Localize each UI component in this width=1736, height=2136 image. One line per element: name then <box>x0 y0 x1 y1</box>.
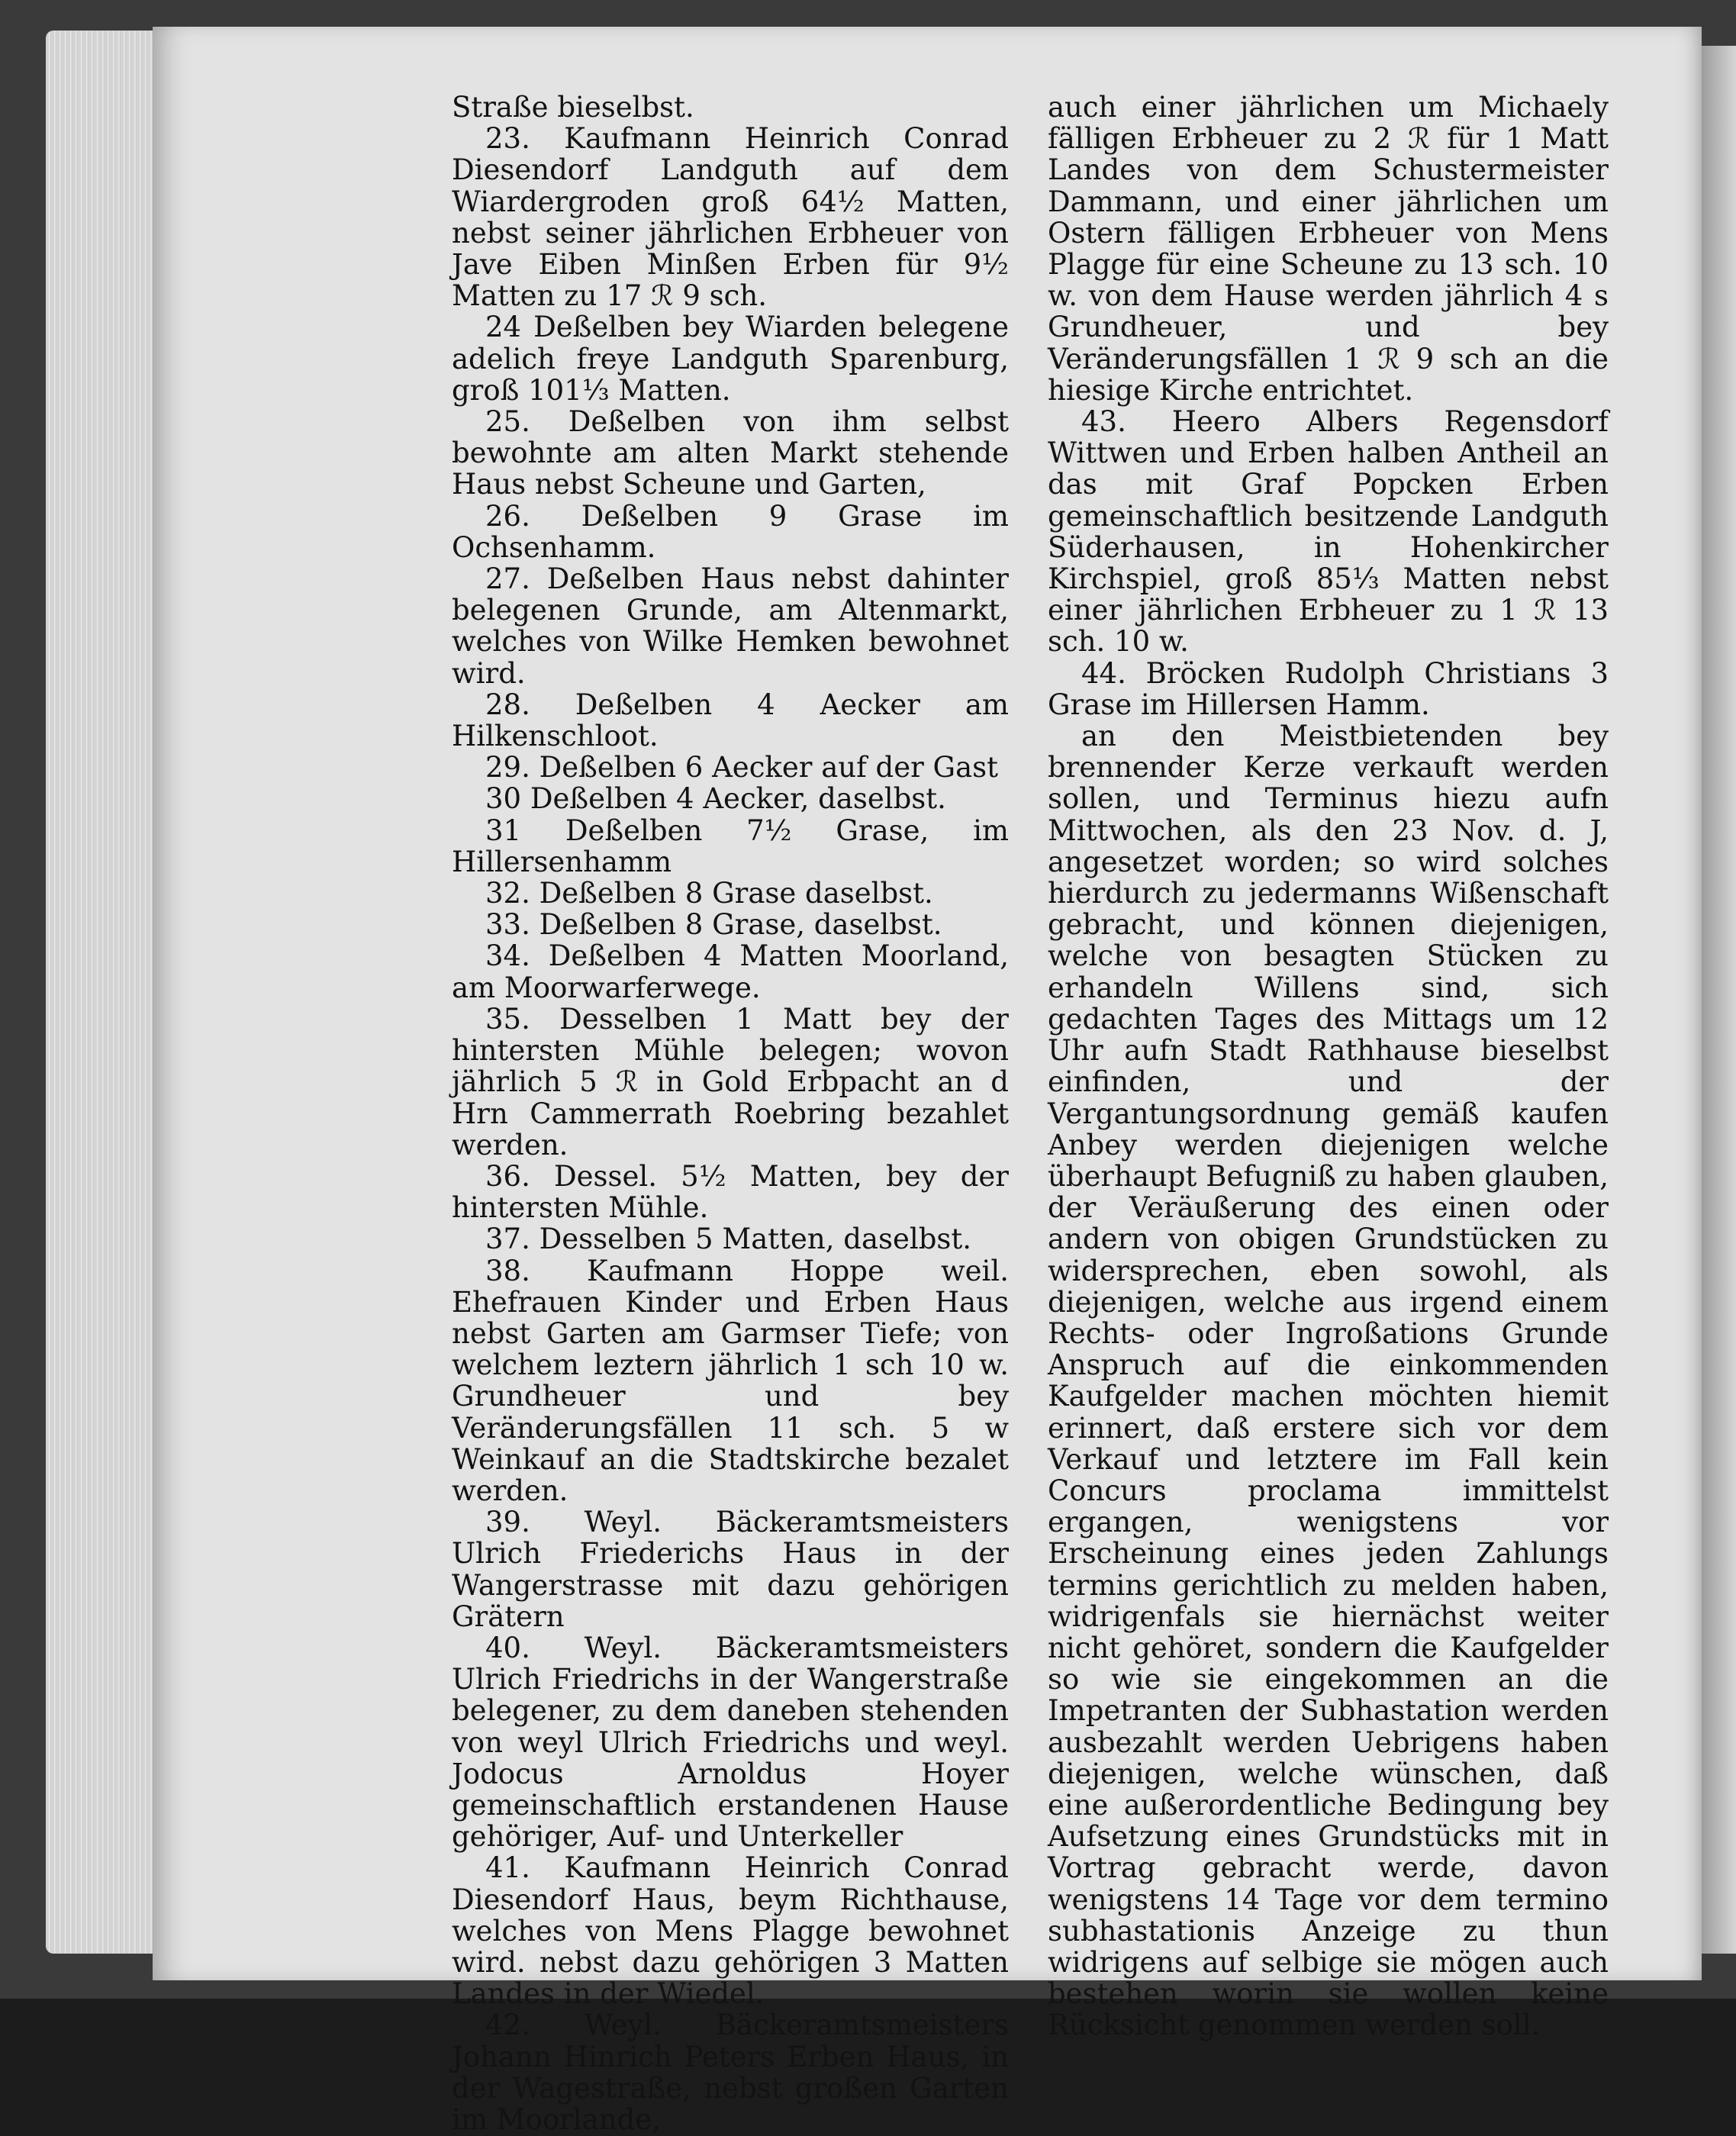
entry-38: 38. Kaufmann Hoppe weil. Ehefrauen Kinder und Erben Haus nebst Garten am Garmser Tiefe; von welchem leztern jährlich 1 sch 10 w. Grundheuer und bey Veränderungsfällen 11 sch. 5 w Weinkauf an die Stadtskirche bezalet werden. <box>452 1254 1009 1507</box>
entry-36: 36. Dessel. 5½ Matten, bey der hintersten Mühle. <box>452 1159 1009 1225</box>
entry-31: 31 Deßelben 7½ Grase, im Hillersenhamm <box>452 813 1009 878</box>
page-edges <box>46 31 160 1954</box>
entry-43: 43. Heero Albers Regensdorf Wittwen und Erben halben Antheil an das mit Graf Popcken Erben gemeinschaftlich besitzende Landguth Süderhausen, in Hohenkircher Kirchspiel, groß 85⅓ Matten nebst einer jährlichen Erbheuer zu 1 ℛ 13 sch. 10 w. <box>1048 405 1609 659</box>
entry-39: 39. Weyl. Bäckeramtsmeisters Ulrich Friederichs Haus in der Wangerstrasse mit dazu gehörigen Grätern <box>452 1506 1009 1633</box>
entry-27: 27. Deßelben Haus nebst dahinter belegenen Grunde, am Altenmarkt, welches von Wilke Hemken bewohnet wird. <box>452 562 1009 690</box>
entry-40: 40. Weyl. Bäckeramtsmeisters Ulrich Friedrichs in der Wangerstraße belegener, zu dem daneben stehenden von weyl Ulrich Friedrichs und weyl. Jodocus Arnoldus Hoyer gemeinschaftlich erstandenen Hause gehöriger, Auf- und Unterkeller <box>452 1631 1009 1854</box>
entry-28: 28. Deßelben 4 Aecker am Hilkenschloot. <box>452 688 1009 753</box>
left-text-column <box>452 92 1009 2135</box>
entry-32: 32. Deßelben 8 Grase daselbst. <box>485 877 933 910</box>
entry-29: 29. Deßelben 6 Aecker auf der Gast <box>485 751 999 784</box>
entry-37: 37. Desselben 5 Matten, daselbst. <box>485 1223 972 1256</box>
auction-notice: an den Meistbietenden bey brennender Kerze verkauft werden sollen, und Terminus hiezu aufn Mittwochen, als den 23 Nov. d. J, angesetzet worden; so wird solches hierdurch zu jedermanns Wißenschaft gebracht, und können diejenigen, welche von besagten Stücken zu erhandeln Willens sind, sich gedachten Tages des Mittags um 12 Uhr aufn Stadt Rathhause bieselbst einfinden, und der Vergantungsordnung gemäß kaufen Anbey werden diejenigen welche überhaupt Befugniß zu haben glauben, der Veräußerung des einen oder andern von obigen Grundstücken zu widersprechen, eben sowohl, als diejenigen, welche aus irgend einem Rechts- oder Ingroßations Grunde Anspruch auf die einkommenden Kaufgelder machen möchten hiemit erinnert, daß erstere sich vor dem Verkauf und letztere im Fall kein Concurs proclama immittelst ergangen, wenigstens vor Erscheinung eines jeden Zahlungs termins gerichtlich zu melden haben, widrigenfals sie hiernächst weiter nicht gehöret, sondern die Kaufgelder so wie sie eingekommen an die Impetranten der Subhastation werden ausbezahlt werden Uebrigens haben diejenigen, welche wünschen, daß eine außerordentliche Bedingung bey Aufsetzung eines Grundstücks mit in Vortrag gebracht werde, davon wenigstens 14 Tage vor dem termino subhastationis Anzeige zu thun widrigens auf selbige sie mögen auch bestehen worin sie wollen keine Rücksicht genommen werden soll. <box>1048 720 1609 2042</box>
entry-44: 44. Bröcken Rudolph Christians 3 Grase im Hillersen Hamm. <box>1048 656 1609 721</box>
entry-41: 41. Kaufmann Heinrich Conrad Diesendorf Haus, beym Richthause, welches von Mens Plagge bewohnet wird. nebst dazu gehörigen 3 Matten Landes in der Wiedel. <box>452 1851 1009 2011</box>
entry-23: 23. Kaufmann Heinrich Conrad Diesendorf Landguth auf dem Wiardergroden groß 64½ Matten, nebst seiner jährlichen Erbheuer von Jave Eiben Minßen Erben für 9½ Matten zu 17 ℛ 9 sch. <box>452 122 1009 313</box>
entry-33: 33. Deßelben 8 Grase, daselbst. <box>485 908 942 942</box>
entry-26: 26. Deßelben 9 Grase im Ochsenhamm. <box>452 499 1009 564</box>
left-line: Straße bieselbst. <box>452 91 694 124</box>
entry-24: 24 Deßelben bey Wiarden belegene adelich freye Landguth Sparenburg, groß 101⅓ Matten. <box>452 311 1009 407</box>
entry-25: 25. Deßelben von ihm selbst bewohnte am alten Markt stehende Haus nebst Scheune und Garten, <box>452 405 1009 501</box>
entry-35: 35. Desselben 1 Matt bey der hintersten Mühle belegen; wovon jährlich 5 ℛ in Gold Erbpacht an d Hrn Cammerrath Roebring bezahlet werden. <box>452 1002 1009 1161</box>
right-text-column <box>1048 92 1609 2041</box>
entry-30: 30 Deßelben 4 Aecker, daselbst. <box>485 782 946 816</box>
entry-34: 34. Deßelben 4 Matten Moorland, am Moorwarferwege. <box>452 939 1009 1004</box>
entry-42: 42. Weyl. Bäckeramtsmeisters Johann Hinrich Peters Erben Haus, in der Wagestraße, nebst großen Garten im Moorlande, <box>452 2009 1009 2136</box>
entry-42-continued: auch einer jährlichen um Michaely fälligen Erbheuer zu 2 ℛ für 1 Matt Landes von dem Schustermeister Dammann, und einer jährlichen um Ostern fälligen Erbheuer von Mens Plagge für eine Scheune zu 13 sch. 10 w. von dem Hause werden jährlich 4 s Grundheuer, und bey Veränderungsfällen 1 ℛ 9 sch an die hiesige Kirche entrichtet. <box>1048 91 1609 407</box>
next-page-edge <box>1702 46 1736 1954</box>
